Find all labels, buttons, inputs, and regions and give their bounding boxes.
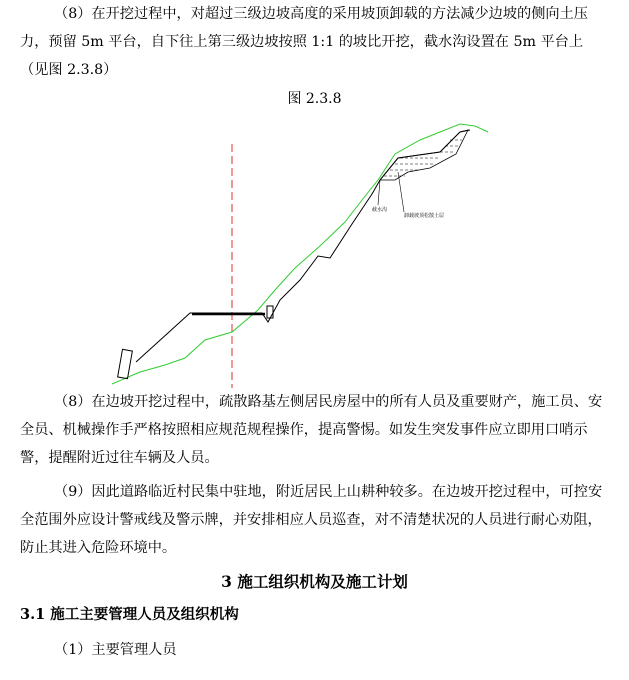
paragraph-slope-unloading: （8）在开挖过程中，对超过三级边坡高度的采用坡顶卸载的方法减少边坡的侧向土压力，预留 5m 平台，自下往上第三级边坡按照 1:1 的坡比开挖，截水沟设置在 5m 平台上（见图 2.3.8）	[20, 6, 588, 78]
original-ground-line	[112, 124, 488, 384]
list-item-managers: （1）主要管理人员	[54, 642, 177, 658]
figure-caption: 图 2.3.8	[287, 91, 342, 107]
retaining-block	[118, 349, 133, 378]
platform-ditch	[267, 306, 273, 318]
section-heading: 3 施工组织机构及施工计划	[221, 572, 408, 591]
label-ditch: 截水沟	[372, 207, 388, 213]
unloading-zone	[380, 130, 468, 180]
subsection-heading: 3.1 施工主要管理人员及组织机构	[20, 606, 239, 623]
paragraph-evacuation: （8）在边坡开挖过程中，疏散路基左侧居民房屋中的所有人员及重要财产，施工员、安全员、机械操作手严格按照相应规范规程操作，提高警惕。如发生突发事件应立即用口哨示警，提醒附近过往车辆及人员。	[20, 394, 603, 466]
paragraph-warning-lines: （9）因此道路临近村民集中驻地，附近居民上山耕种较多。在边坡开挖过程中，可控安全范围外应设计警戒线及警示牌，并安排相应人员巡查，对不清楚状况的人员进行耐心劝阻，防止其进入危险环境中。	[20, 484, 603, 556]
slope-cross-section-figure	[0, 110, 629, 390]
label-unloading: 卸载坡顶松散土层	[404, 213, 445, 219]
excavation-profile	[136, 130, 470, 362]
